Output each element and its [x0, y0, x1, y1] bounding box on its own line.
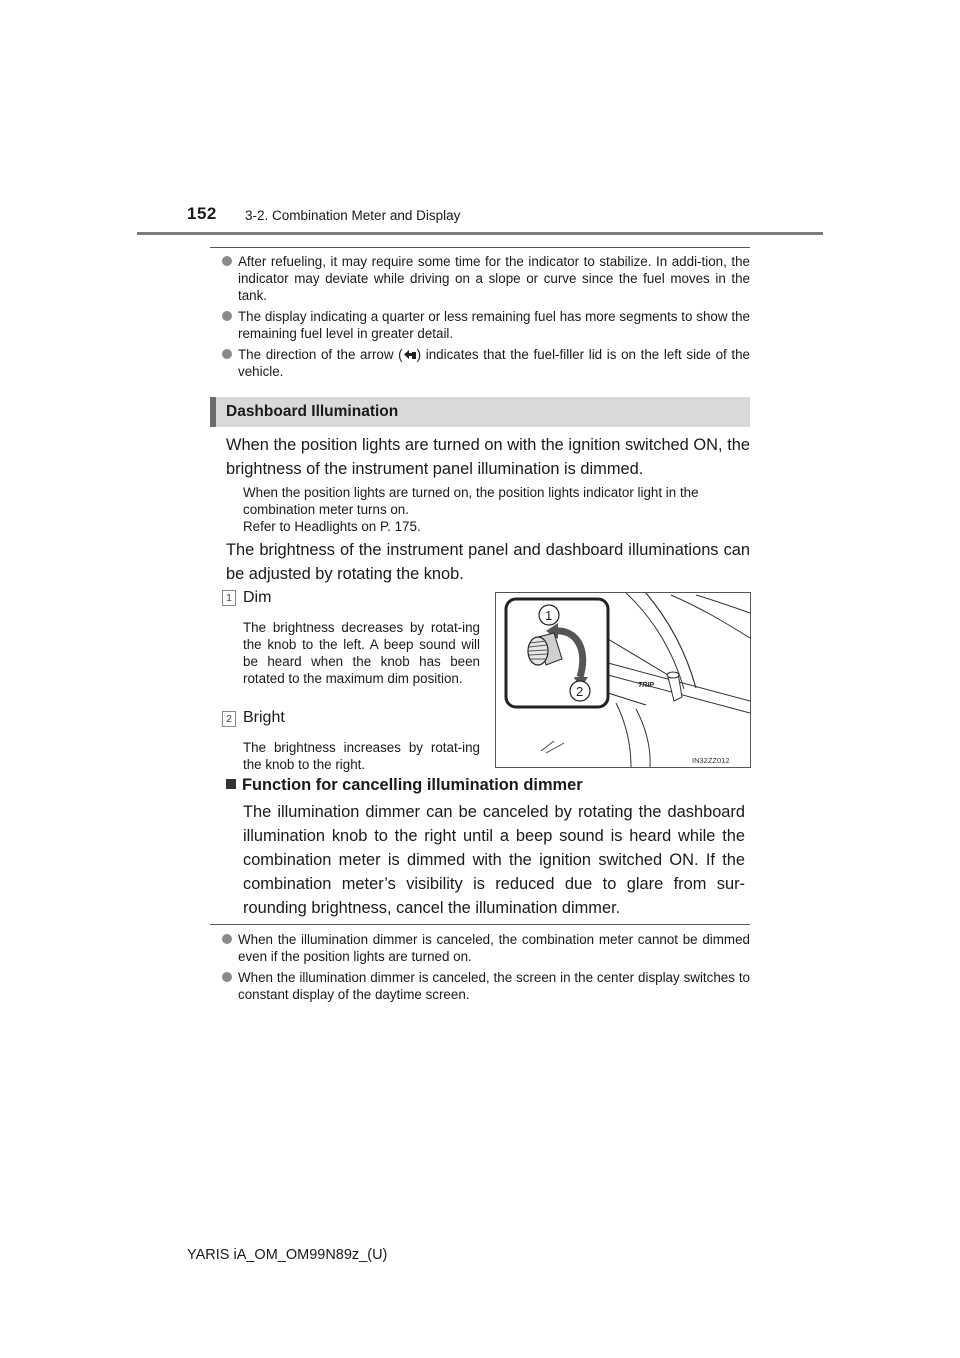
subsection-heading: [226, 776, 583, 795]
callout-1: 1: [545, 608, 553, 623]
note-item: [222, 308, 750, 342]
note-item: [222, 346, 750, 380]
section-title: 3-2. Combination Meter and Display: [245, 208, 461, 223]
intro-note-line: When the position lights are turned on, the position lights indicator light in the combination meter turns on.: [243, 485, 699, 517]
intro-paragraph: When the position lights are turned on with the ignition switched ON, the brightness of the instrument panel illumination is dimmed.: [226, 436, 750, 478]
note-text-before: The direction of the arrow (: [238, 347, 403, 362]
item-desc-bright: The brightness increases by rotat-ing the knob to the right.: [243, 740, 480, 772]
trip-label: TRIP: [638, 682, 654, 689]
bullet-icon: [222, 972, 232, 982]
page-number: 152: [187, 204, 217, 223]
bullet-icon: [222, 256, 232, 266]
knob-illustration-drawing: [496, 593, 750, 767]
knob-paragraph: The brightness of the instrument panel and dashboard illuminations can be adjusted by rotating the knob.: [226, 541, 750, 583]
header-rule: [137, 232, 823, 235]
intro-note: [243, 484, 750, 535]
intro-note-line: Refer to Headlights on P. 175.: [243, 519, 421, 534]
item-number-1: 1: [222, 590, 236, 606]
bullet-icon: [222, 311, 232, 321]
square-bullet-icon: [226, 779, 236, 789]
note-item: [222, 969, 750, 1003]
figure-code: IN32ZZ012: [692, 756, 730, 765]
fuel-filler-arrow-icon: [404, 349, 416, 360]
item-number-2: 2: [222, 711, 236, 727]
bullet-icon: [222, 349, 232, 359]
note-item: [222, 931, 750, 965]
notes-bottom-rule: [210, 924, 750, 925]
section-heading-text: Dashboard Illumination: [226, 403, 399, 420]
notes-top-rule: [210, 247, 750, 248]
subsection-title: Function for cancelling illumination dimmer: [242, 776, 583, 794]
section-heading: [210, 397, 750, 427]
footer-doc-id: YARIS iA_OM_OM99N89z_(U): [187, 1247, 388, 1263]
subsection-text: The illumination dimmer can be canceled by rotating the dashboard illumination knob to the right until a beep sound is heard while the combination meter is dimmed with the ignition switched ON. If the combination meter’s visibility is reduced due to glare from sur-rounding brightness, cancel the illumination dimmer.: [243, 803, 745, 917]
notes-top: [222, 253, 750, 384]
note-text: The display indicating a quarter or less remaining fuel has more segments to show the remaining fuel level in greater detail.: [238, 309, 750, 341]
item-desc-dim: The brightness decreases by rotat-ing the knob to the left. A beep sound will be heard when the knob has been rotated to the maximum dim position.: [243, 620, 480, 686]
callout-2: 2: [576, 684, 584, 699]
bullet-icon: [222, 934, 232, 944]
note-text: When the illumination dimmer is canceled, the screen in the center display switches to constant display of the daytime screen.: [238, 970, 750, 1002]
note-text-after: ) indicates that the fuel-filler lid is on the left side of the vehicle.: [238, 347, 751, 379]
heading-accent-bar: [210, 397, 216, 427]
note-item: [222, 253, 750, 304]
note-text: When the illumination dimmer is canceled, the combination meter cannot be dimmed even if the position lights are turned on.: [238, 932, 750, 964]
item-label-dim: Dim: [243, 589, 272, 606]
notes-bottom: [222, 931, 750, 1007]
knob-illustration: [495, 592, 751, 768]
item-label-bright: Bright: [243, 709, 285, 726]
note-text: After refueling, it may require some time for the indicator to stabilize. In addi-tion, the indicator may deviate while driving on a slope or curve since the fuel moves in the tank.: [238, 254, 750, 303]
